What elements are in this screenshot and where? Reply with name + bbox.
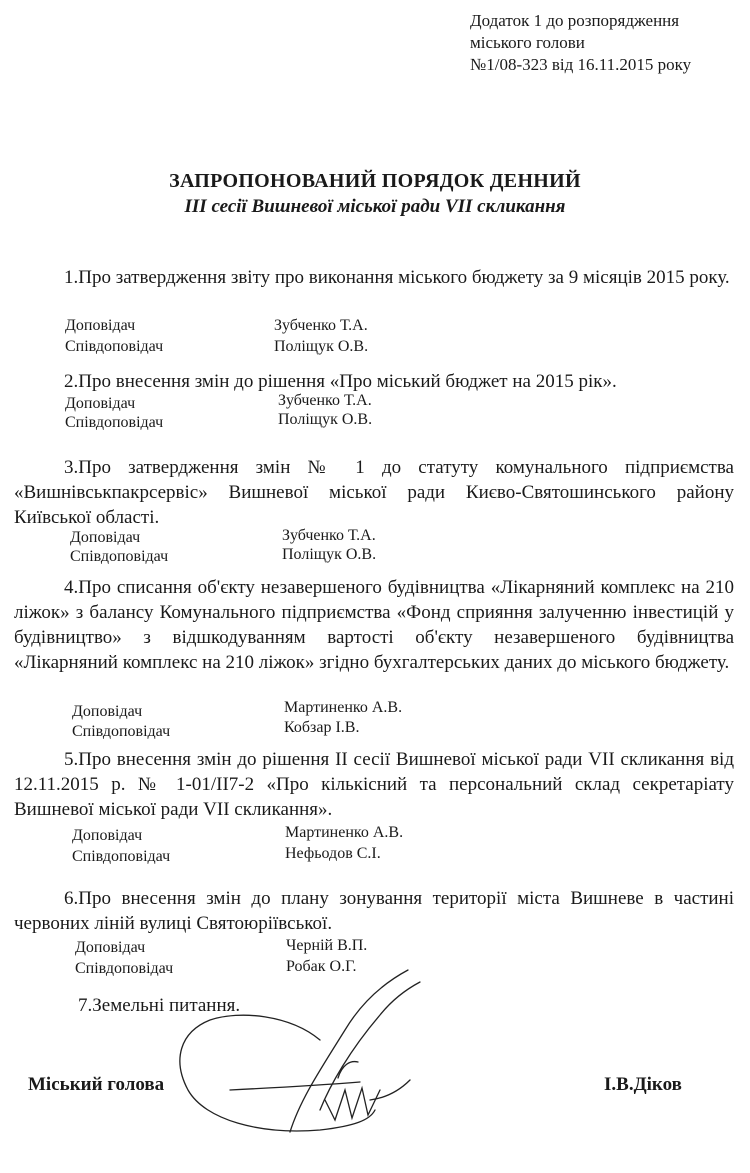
speaker-label: Доповідач (72, 703, 143, 720)
agenda-item-text: 3.Про затвердження змін № 1 до статуту комунального підприємства «Вишнівськпакрсервіс» Вишневої міської ради Києво-Святошинського району Київської області. (14, 457, 734, 528)
cospeaker-name: Кобзар І.В. (284, 719, 360, 736)
speaker-label: Доповідач (65, 317, 136, 334)
speaker-name: Мартиненко А.В. (285, 824, 404, 841)
cospeaker-label: Співдоповідач (65, 414, 164, 431)
document-subtitle: ІІІ сесії Вишневої міської ради VІІ скликання (184, 196, 566, 217)
header-line-1: Додаток 1 до розпорядження (470, 11, 680, 30)
header-line-3: №1/08-323 від 16.11.2015 року (470, 55, 692, 74)
agenda-item-7: 7.Земельні питання. (78, 995, 241, 1016)
agenda-item-6 (14, 886, 734, 936)
cospeaker-label: Співдоповідач (72, 723, 171, 740)
header-line-2: міського голови (470, 33, 585, 52)
speaker-name: Зубченко Т.А. (274, 317, 368, 334)
agenda-item-4 (14, 575, 734, 675)
cospeaker-name: Робак О.Г. (286, 958, 357, 975)
agenda-item-text: 4.Про списання об'єкту незавершеного будівництва «Лікарняний комплекс на 210 ліжок» з балансу Комунального підприємства «Фонд сприяння залученню інвестицій у будівництво» з відшкодуванням вартості об'єкту незавершеного будівництва «Лікарняний комплекс на 210 ліжок» згідно бухгалтерських даних до міського бюджету. (14, 577, 734, 673)
cospeaker-name: Поліщук О.В. (278, 411, 373, 428)
cospeaker-label: Співдоповідач (75, 960, 174, 977)
signatory-name: І.В.Діков (604, 1074, 682, 1095)
cospeaker-name: Поліщук О.В. (282, 546, 377, 563)
cospeaker-name: Нефьодов С.І. (285, 845, 381, 862)
cospeaker-label: Співдоповідач (70, 548, 169, 565)
agenda-item-text: 6.Про внесення змін до плану зонування території міста Вишневе в частині червоних ліній вулиці Святоюріївської. (14, 888, 734, 934)
agenda-item-2 (14, 369, 734, 394)
speaker-label: Доповідач (70, 529, 141, 546)
cospeaker-name: Поліщук О.В. (274, 338, 369, 355)
speaker-label: Доповідач (65, 395, 136, 412)
agenda-item-text: 5.Про внесення змін до рішення ІІ сесії Вишневої міської ради VІІ скликання від 12.11.2015 р. № 1-01/ІІ7-2 «Про кількісний та персональний склад секретаріату Вишневої міської ради VІІ скликання». (14, 749, 734, 820)
speaker-name: Зубченко Т.А. (278, 392, 372, 409)
agenda-item-5 (14, 747, 734, 822)
agenda-item-text: 2.Про внесення змін до рішення «Про міський бюджет на 2015 рік». (64, 371, 617, 392)
speaker-name: Зубченко Т.А. (282, 527, 376, 544)
agenda-item-3 (14, 455, 734, 530)
speaker-name: Мартиненко А.В. (284, 699, 403, 716)
agenda-item-1 (14, 265, 734, 290)
appendix-header (470, 10, 691, 76)
speaker-name: Черній В.П. (286, 937, 368, 954)
signatory-position: Міський голова (28, 1074, 165, 1095)
speaker-label: Доповідач (72, 827, 143, 844)
handwritten-signature (170, 960, 430, 1140)
document-title: ЗАПРОПОНОВАНИЙ ПОРЯДОК ДЕННИЙ (169, 170, 581, 192)
cospeaker-label: Співдоповідач (65, 338, 164, 355)
cospeaker-label: Співдоповідач (72, 848, 171, 865)
speaker-label: Доповідач (75, 939, 146, 956)
agenda-item-text: 1.Про затвердження звіту про виконання міського бюджету за 9 місяців 2015 року. (64, 267, 730, 288)
